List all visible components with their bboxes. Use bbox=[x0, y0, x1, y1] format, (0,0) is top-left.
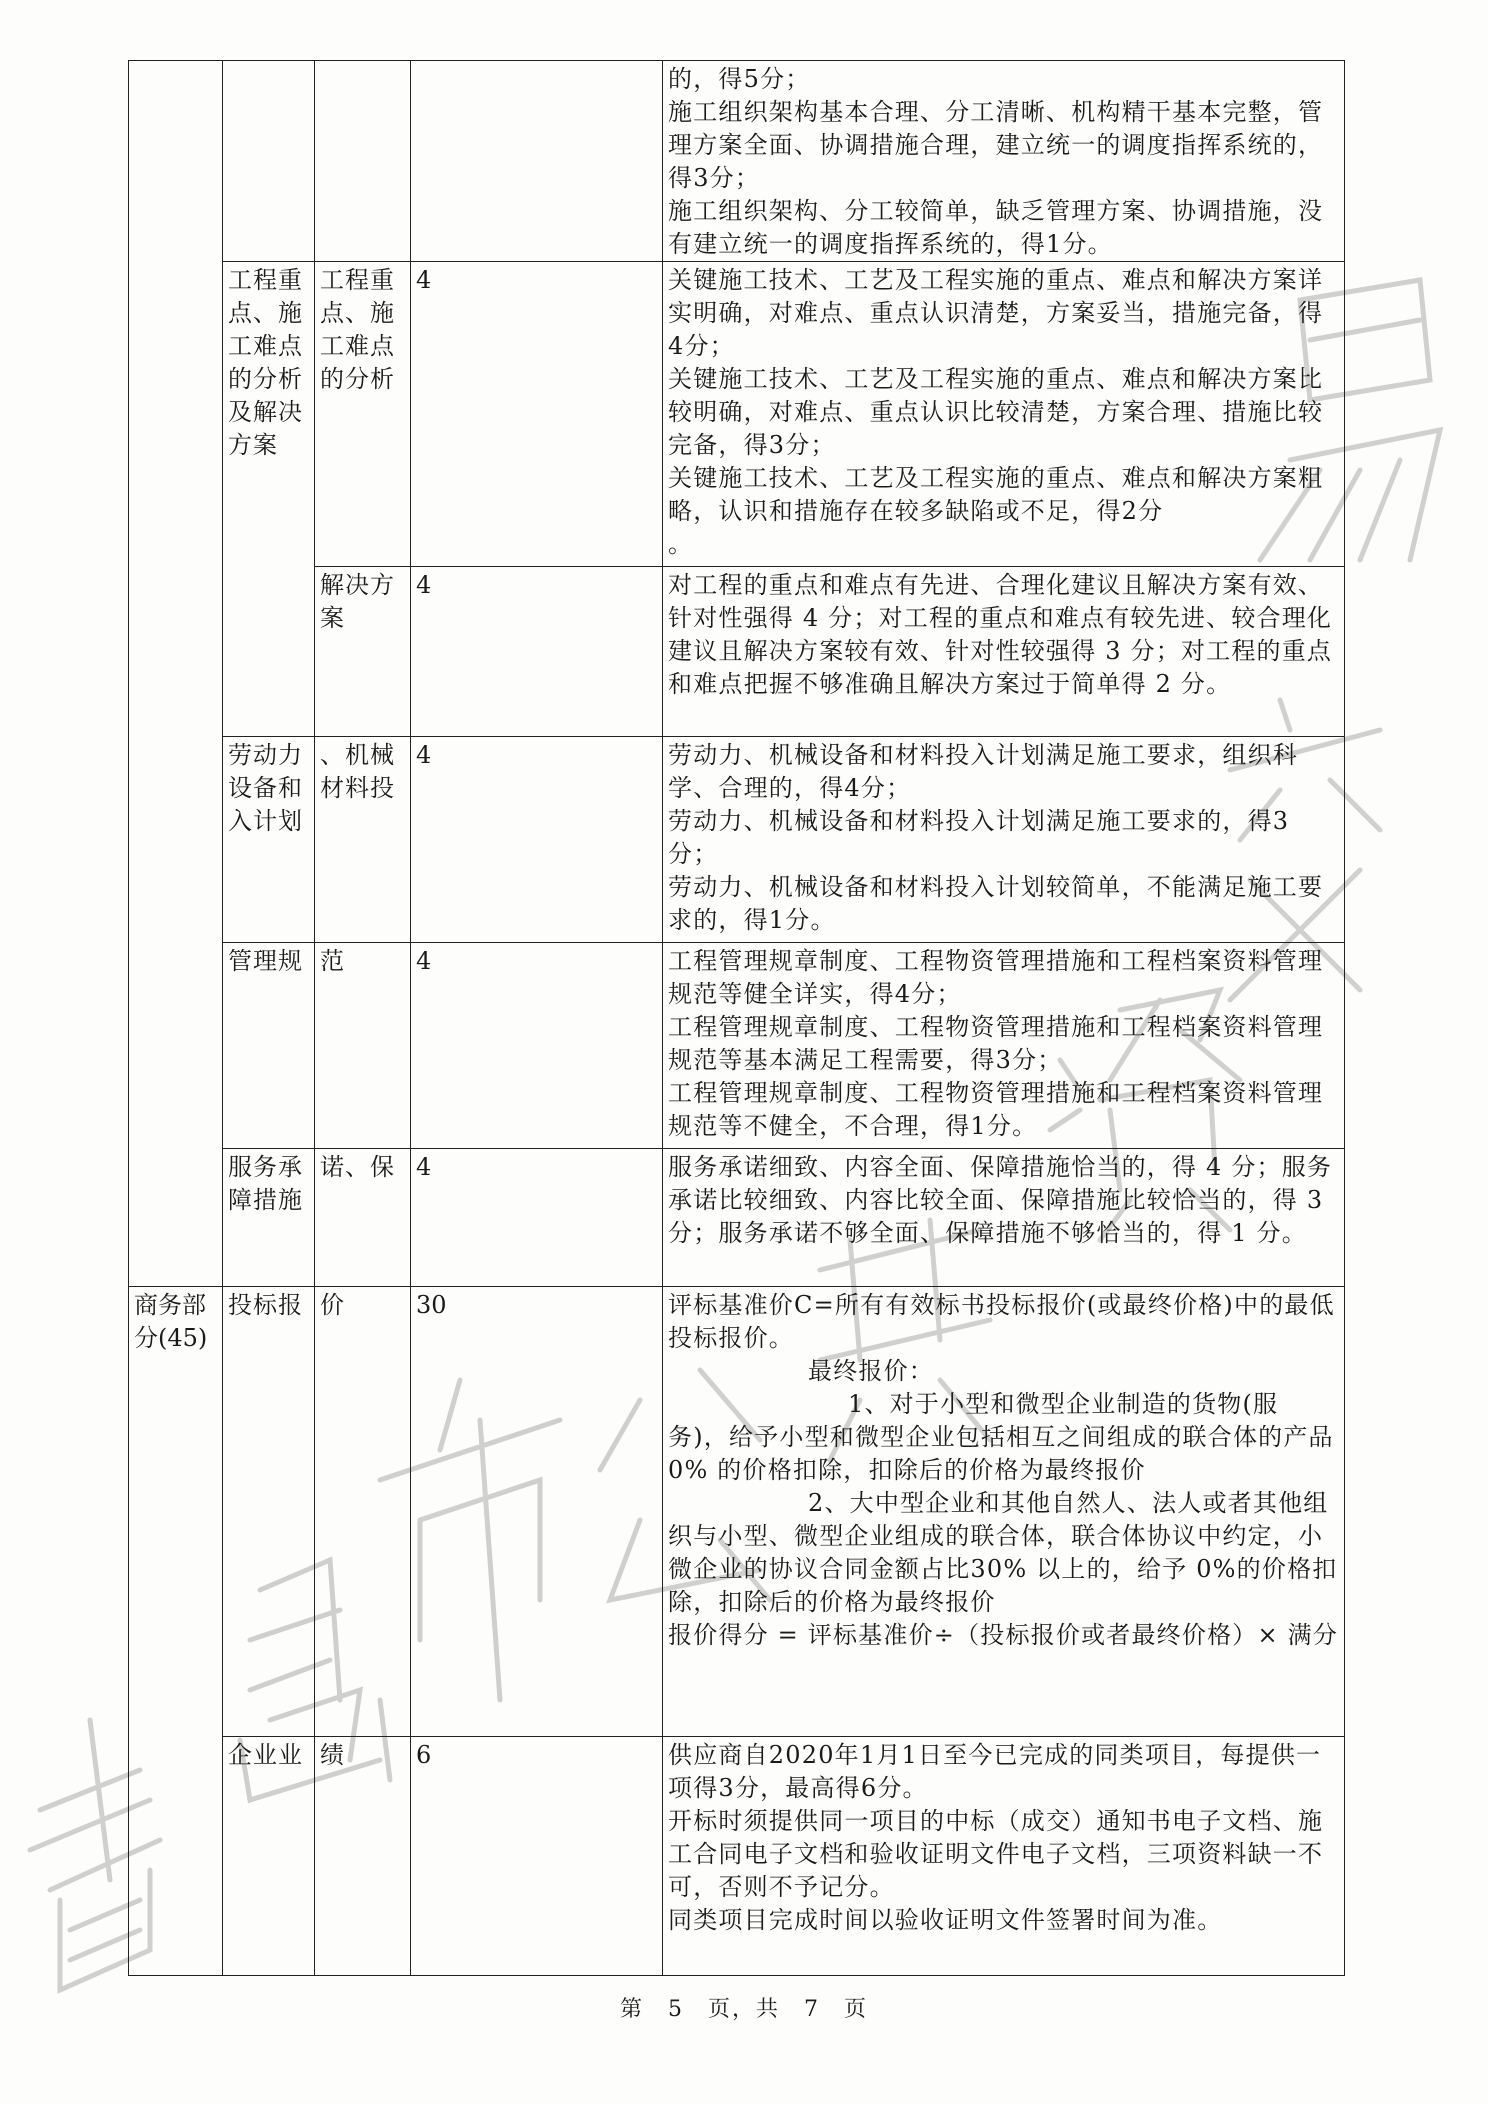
criteria-line: 评标基准价C=所有有效标书投标报价(或最终价格)中的最低投标报价。 bbox=[668, 1291, 1335, 1352]
criteria-line: 的，得5分； bbox=[668, 65, 811, 93]
footer-current-page: 5 bbox=[667, 1997, 684, 2022]
points-cell: 4 bbox=[411, 1149, 663, 1287]
subcategory-cell: 工程重点、施工难点的分析及解决方案 bbox=[223, 262, 315, 737]
criteria-cell: 对工程的重点和难点有先进、合理化建议且解决方案有效、针对性强得 4 分；对工程的重点和难点有较先进、较合理化建议且解决方案较有效、针对性较强得 3 分；对工程的重点和难点把握不够准确且解决方案过于简单得 2 分。 bbox=[663, 567, 1345, 737]
category-cell-technical bbox=[129, 61, 223, 1287]
criteria-line: 开标时须提供同一项目的中标（成交）通知书电子文档、施工合同电子文档和验收证明文件电子文档，三项资料缺一不可，否则不予记分。 bbox=[668, 1807, 1324, 1901]
criteria-line: 1、对于小型和微型企业制造的货物(服务)，给予小型和微型企业包括相互之间组成的联合体的产品 0% 的价格扣除，扣除后的价格为最终报价 bbox=[668, 1390, 1334, 1484]
criteria-line: 。 bbox=[668, 530, 694, 558]
item-cell: 诺、保 bbox=[315, 1149, 411, 1287]
criteria-line: 报价得分 = 评标基准价÷（投标报价或者最终价格）× 满分 bbox=[668, 1621, 1339, 1649]
criteria-line: 工程管理规章制度、工程物资管理措施和工程档案资料管理规范等不健全，不合理，得1分。 bbox=[668, 1079, 1324, 1140]
table-row bbox=[129, 737, 1345, 943]
item-cell: 范 bbox=[315, 943, 411, 1149]
subcategory-cell: 服务承障措施 bbox=[223, 1149, 315, 1287]
criteria-line: 2、大中型企业和其他自然人、法人或者其他组织与小型、微型企业组成的联合体，联合体协议中约定，小微企业的协议合同金额占比30% 以上的，给予 0%的价格扣除，扣除后的价格为最终报价 bbox=[668, 1489, 1338, 1616]
item-cell bbox=[315, 61, 411, 262]
criteria-line: 劳动力、机械设备和材料投入计划较简单，不能满足施工要求的，得1分。 bbox=[668, 873, 1324, 934]
item-cell: 、机械材料投 bbox=[315, 737, 411, 943]
points-cell bbox=[411, 61, 663, 262]
subcategory-cell: 投标报 bbox=[223, 1287, 315, 1737]
points-cell: 4 bbox=[411, 567, 663, 737]
table-row bbox=[129, 943, 1345, 1149]
criteria-line: 工程管理规章制度、工程物资管理措施和工程档案资料管理规范等基本满足工程需要，得3分； bbox=[668, 1013, 1324, 1074]
criteria-line: 供应商自2020年1月1日至今已完成的同类项目，每提供一项得3分，最高得6分。 bbox=[668, 1741, 1322, 1802]
table-row bbox=[129, 262, 1345, 567]
footer-mid: 页，共 bbox=[707, 1997, 780, 2022]
criteria-cell: 服务承诺细致、内容全面、保障措施恰当的，得 4 分；服务承诺比较细致、内容比较全面、保障措施比较恰当的，得 3 分；服务承诺不够全面、保障措施不够恰当的，得 1 分。 bbox=[663, 1149, 1345, 1287]
footer-prefix: 第 bbox=[619, 1997, 644, 2022]
category-cell-commercial: 商务部分(45) bbox=[129, 1287, 223, 1976]
item-cell: 价 bbox=[315, 1287, 411, 1737]
subcategory-cell: 企业业 bbox=[223, 1737, 315, 1976]
criteria-cell bbox=[663, 1287, 1345, 1737]
criteria-cell bbox=[663, 262, 1345, 567]
subcategory-cell: 劳动力设备和入计划 bbox=[223, 737, 315, 943]
item-cell: 绩 bbox=[315, 1737, 411, 1976]
footer-total-pages: 7 bbox=[804, 1997, 820, 2022]
table-row bbox=[129, 1737, 1345, 1976]
criteria-line: 劳动力、机械设备和材料投入计划满足施工要求的，得3分； bbox=[668, 807, 1290, 868]
points-cell: 4 bbox=[411, 943, 663, 1149]
criteria-cell bbox=[663, 737, 1345, 943]
subcategory-cell: 管理规 bbox=[223, 943, 315, 1149]
criteria-line: 工程管理规章制度、工程物资管理措施和工程档案资料管理规范等健全详实，得4分； bbox=[668, 947, 1324, 1008]
criteria-line: 施工组织架构、分工较简单，缺乏管理方案、协调措施，没有建立统一的调度指挥系统的，得1分。 bbox=[668, 197, 1324, 258]
criteria-line: 施工组织架构基本合理、分工清晰、机构精干基本完整，管理方案全面、协调措施合理，建立统一的调度指挥系统的，得3分； bbox=[668, 98, 1324, 192]
table-row bbox=[129, 61, 1345, 262]
page-number-footer bbox=[0, 1992, 1488, 2023]
points-cell: 4 bbox=[411, 262, 663, 567]
criteria-cell bbox=[663, 943, 1345, 1149]
criteria-line: 劳动力、机械设备和材料投入计划满足施工要求，组织科学、合理的，得4分； bbox=[668, 741, 1298, 802]
subcategory-cell bbox=[223, 61, 315, 262]
footer-suffix: 页 bbox=[844, 1997, 869, 2022]
item-cell: 工程重点、施工难点的分析 bbox=[315, 262, 411, 567]
criteria-line: 同类项目完成时间以验收证明文件签署时间为准。 bbox=[668, 1906, 1223, 1934]
points-cell: 4 bbox=[411, 737, 663, 943]
criteria-line: 关键施工技术、工艺及工程实施的重点、难点和解决方案详实明确，对难点、重点认识清楚，方案妥当，措施完备，得4分； bbox=[668, 266, 1324, 360]
criteria-line: 关键施工技术、工艺及工程实施的重点、难点和解决方案粗略，认识和措施存在较多缺陷或不足，得2分 bbox=[668, 464, 1324, 525]
table-row bbox=[129, 1287, 1345, 1737]
scoring-table bbox=[128, 60, 1345, 1976]
points-cell: 6 bbox=[411, 1737, 663, 1976]
table-row bbox=[129, 1149, 1345, 1287]
points-cell: 30 bbox=[411, 1287, 663, 1737]
criteria-line: 最终报价： bbox=[808, 1357, 934, 1385]
criteria-cell bbox=[663, 61, 1345, 262]
criteria-cell bbox=[663, 1737, 1345, 1976]
criteria-line: 关键施工技术、工艺及工程实施的重点、难点和解决方案比较明确，对难点、重点认识比较清楚，方案合理、措施比较完备，得3分； bbox=[668, 365, 1324, 459]
item-cell: 解决方案 bbox=[315, 567, 411, 737]
